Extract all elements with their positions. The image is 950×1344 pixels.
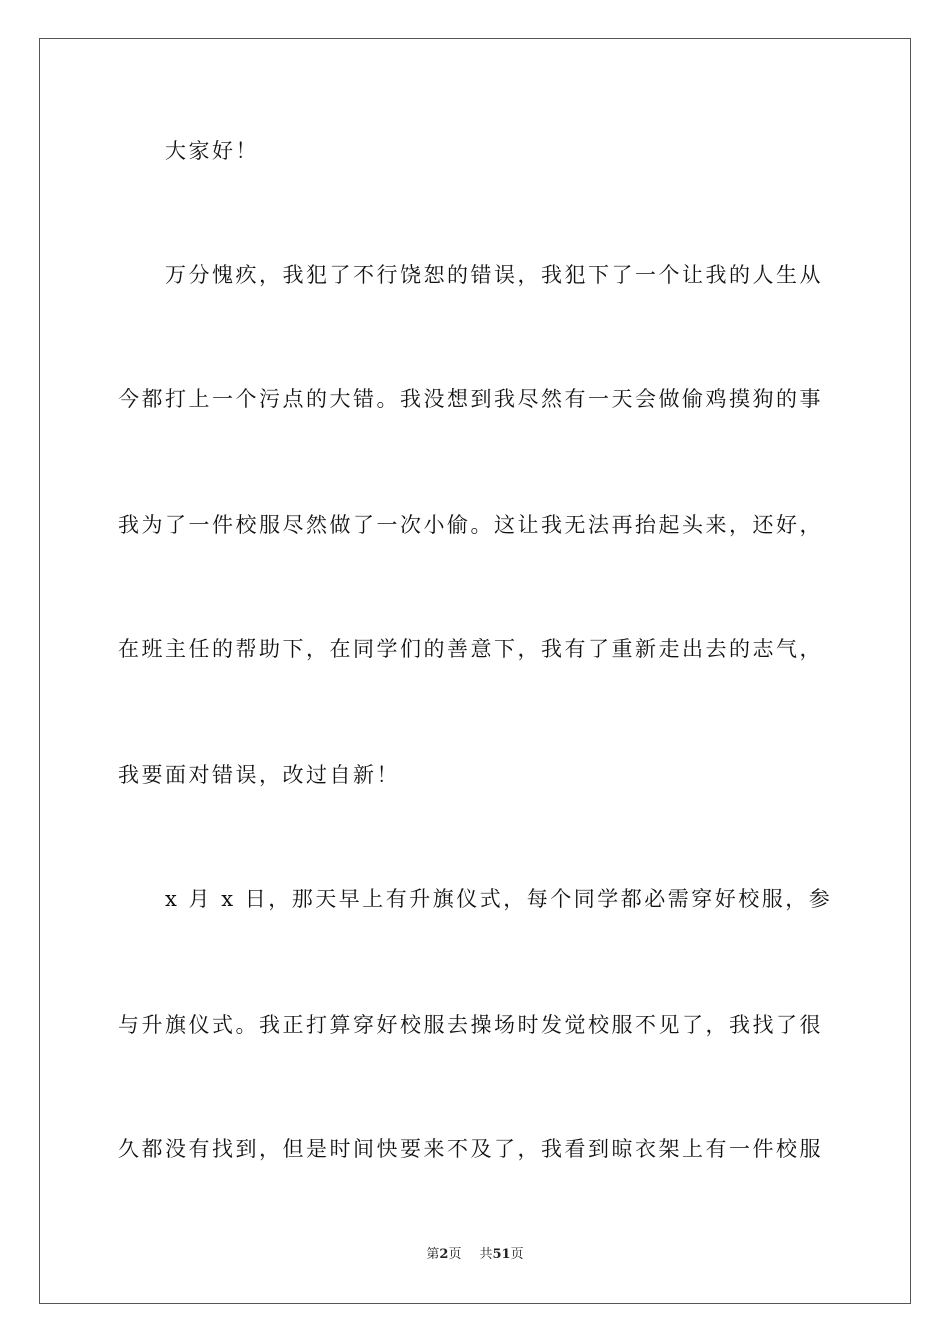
paragraph-line: 在班主任的帮助下，在同学们的善意下，我有了重新走出去的志气，	[118, 637, 823, 661]
paragraph-line: 与升旗仪式。我正打算穿好校服去操场时发觉校服不见了，我找了很	[118, 1013, 823, 1037]
page-suffix: 页	[448, 1247, 462, 1262]
paragraph-line: 我要面对错误，改过自新！	[118, 763, 400, 787]
total-prefix: 共	[479, 1247, 493, 1262]
paragraph-line: 今都打上一个污点的大错。我没想到我尽然有一天会做偷鸡摸狗的事	[118, 387, 823, 411]
page-border	[39, 38, 911, 1304]
paragraph-line: 我为了一件校服尽然做了一次小偷。这让我无法再抬起头来，还好，	[118, 513, 823, 537]
paragraph-line: 久都没有找到，但是时间快要来不及了，我看到晾衣架上有一件校服	[118, 1137, 823, 1161]
page-prefix: 第	[426, 1247, 440, 1262]
total-pages: 51	[492, 1247, 511, 1262]
paragraph-line: x 月 x 日，那天早上有升旗仪式，每个同学都必需穿好校服，参	[165, 887, 833, 911]
paragraph-line: 万分愧疚，我犯了不行饶恕的错误，我犯下了一个让我的人生从	[165, 263, 823, 287]
page-footer	[0, 1246, 950, 1264]
greeting-line: 大家好！	[165, 139, 259, 163]
total-suffix: 页	[510, 1247, 524, 1262]
page-current: 2	[439, 1247, 449, 1262]
